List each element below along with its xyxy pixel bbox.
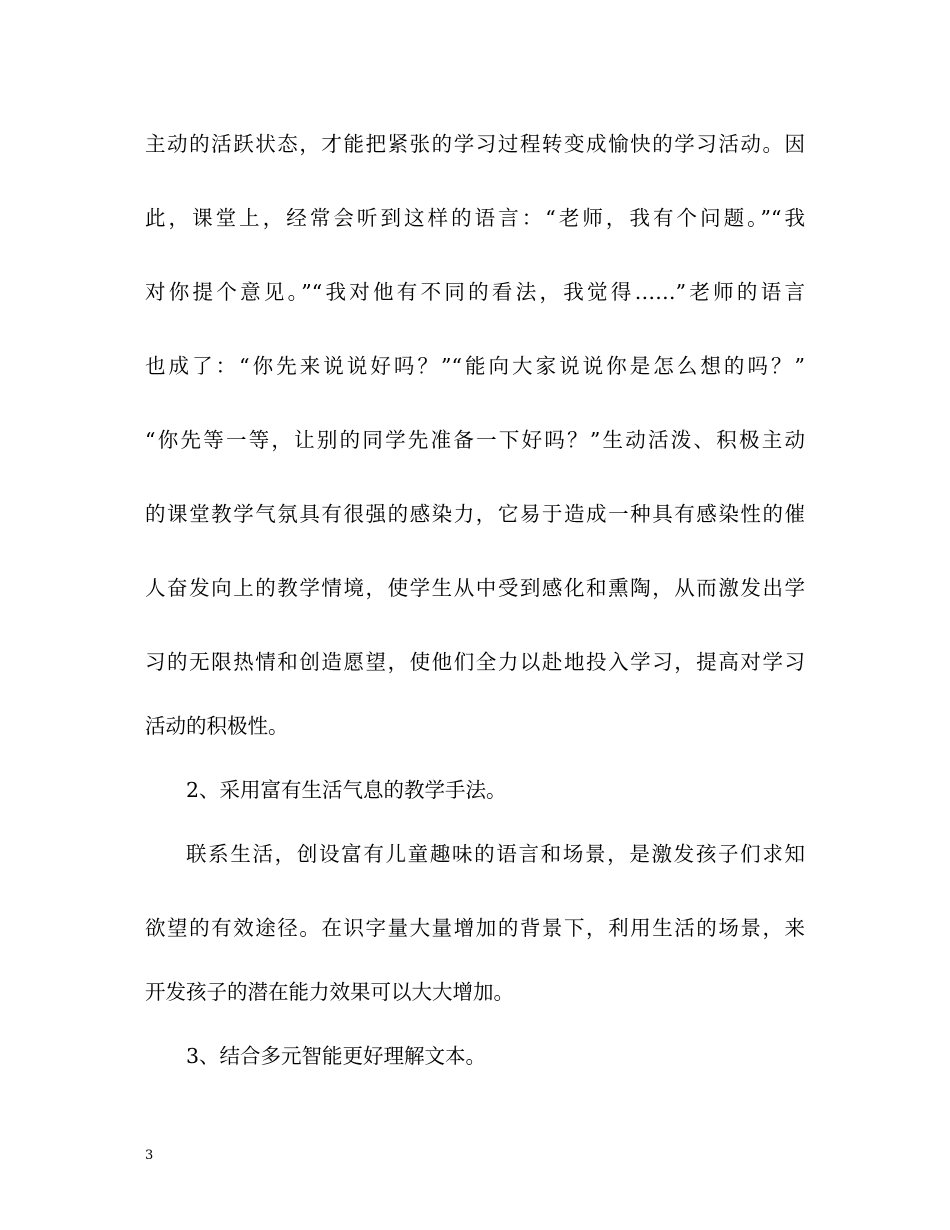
- text-line-12: 欲望的有效途径。在识字量大量增加的背景下，利用生活的场景，来: [145, 916, 805, 940]
- text-line-3: 对你提个意见。”“我对他有不同的看法，我觉得……”老师的语言: [145, 280, 805, 304]
- text-line-9: 活动的积极性。: [145, 714, 289, 738]
- page-number: 3: [145, 1148, 154, 1163]
- section-heading-2: 2、采用富有生活气息的教学手法。: [186, 778, 507, 802]
- text-line-5: “你先等一等，让别的同学先准备一下好吗？”生动活泼、积极主动: [145, 428, 805, 452]
- text-line-8: 习的无限热情和创造愿望，使他们全力以赴地投入学习，提高对学习: [145, 650, 805, 674]
- text-line-2: 此，课堂上，经常会听到这样的语言：“老师，我有个问题。”“我: [145, 206, 805, 230]
- section-heading-3: 3、结合多元智能更好理解文本。: [186, 1044, 487, 1068]
- text-line-11: 联系生活，创设富有儿童趣味的语言和场景，是激发孩子们求知: [186, 842, 805, 866]
- text-line-7: 人奋发向上的教学情境，使学生从中受到感化和熏陶，从而激发出学: [145, 576, 805, 600]
- text-line-1: 主动的活跃状态，才能把紧张的学习过程转变成愉快的学习活动。因: [145, 132, 805, 156]
- text-line-13: 开发孩子的潜在能力效果可以大大增加。: [145, 980, 514, 1004]
- text-line-6: 的课堂教学气氛具有很强的感染力，它易于造成一种具有感染性的催: [145, 502, 805, 526]
- text-line-4: 也成了：“你先来说说好吗？”“能向大家说说你是怎么想的吗？”: [145, 354, 805, 378]
